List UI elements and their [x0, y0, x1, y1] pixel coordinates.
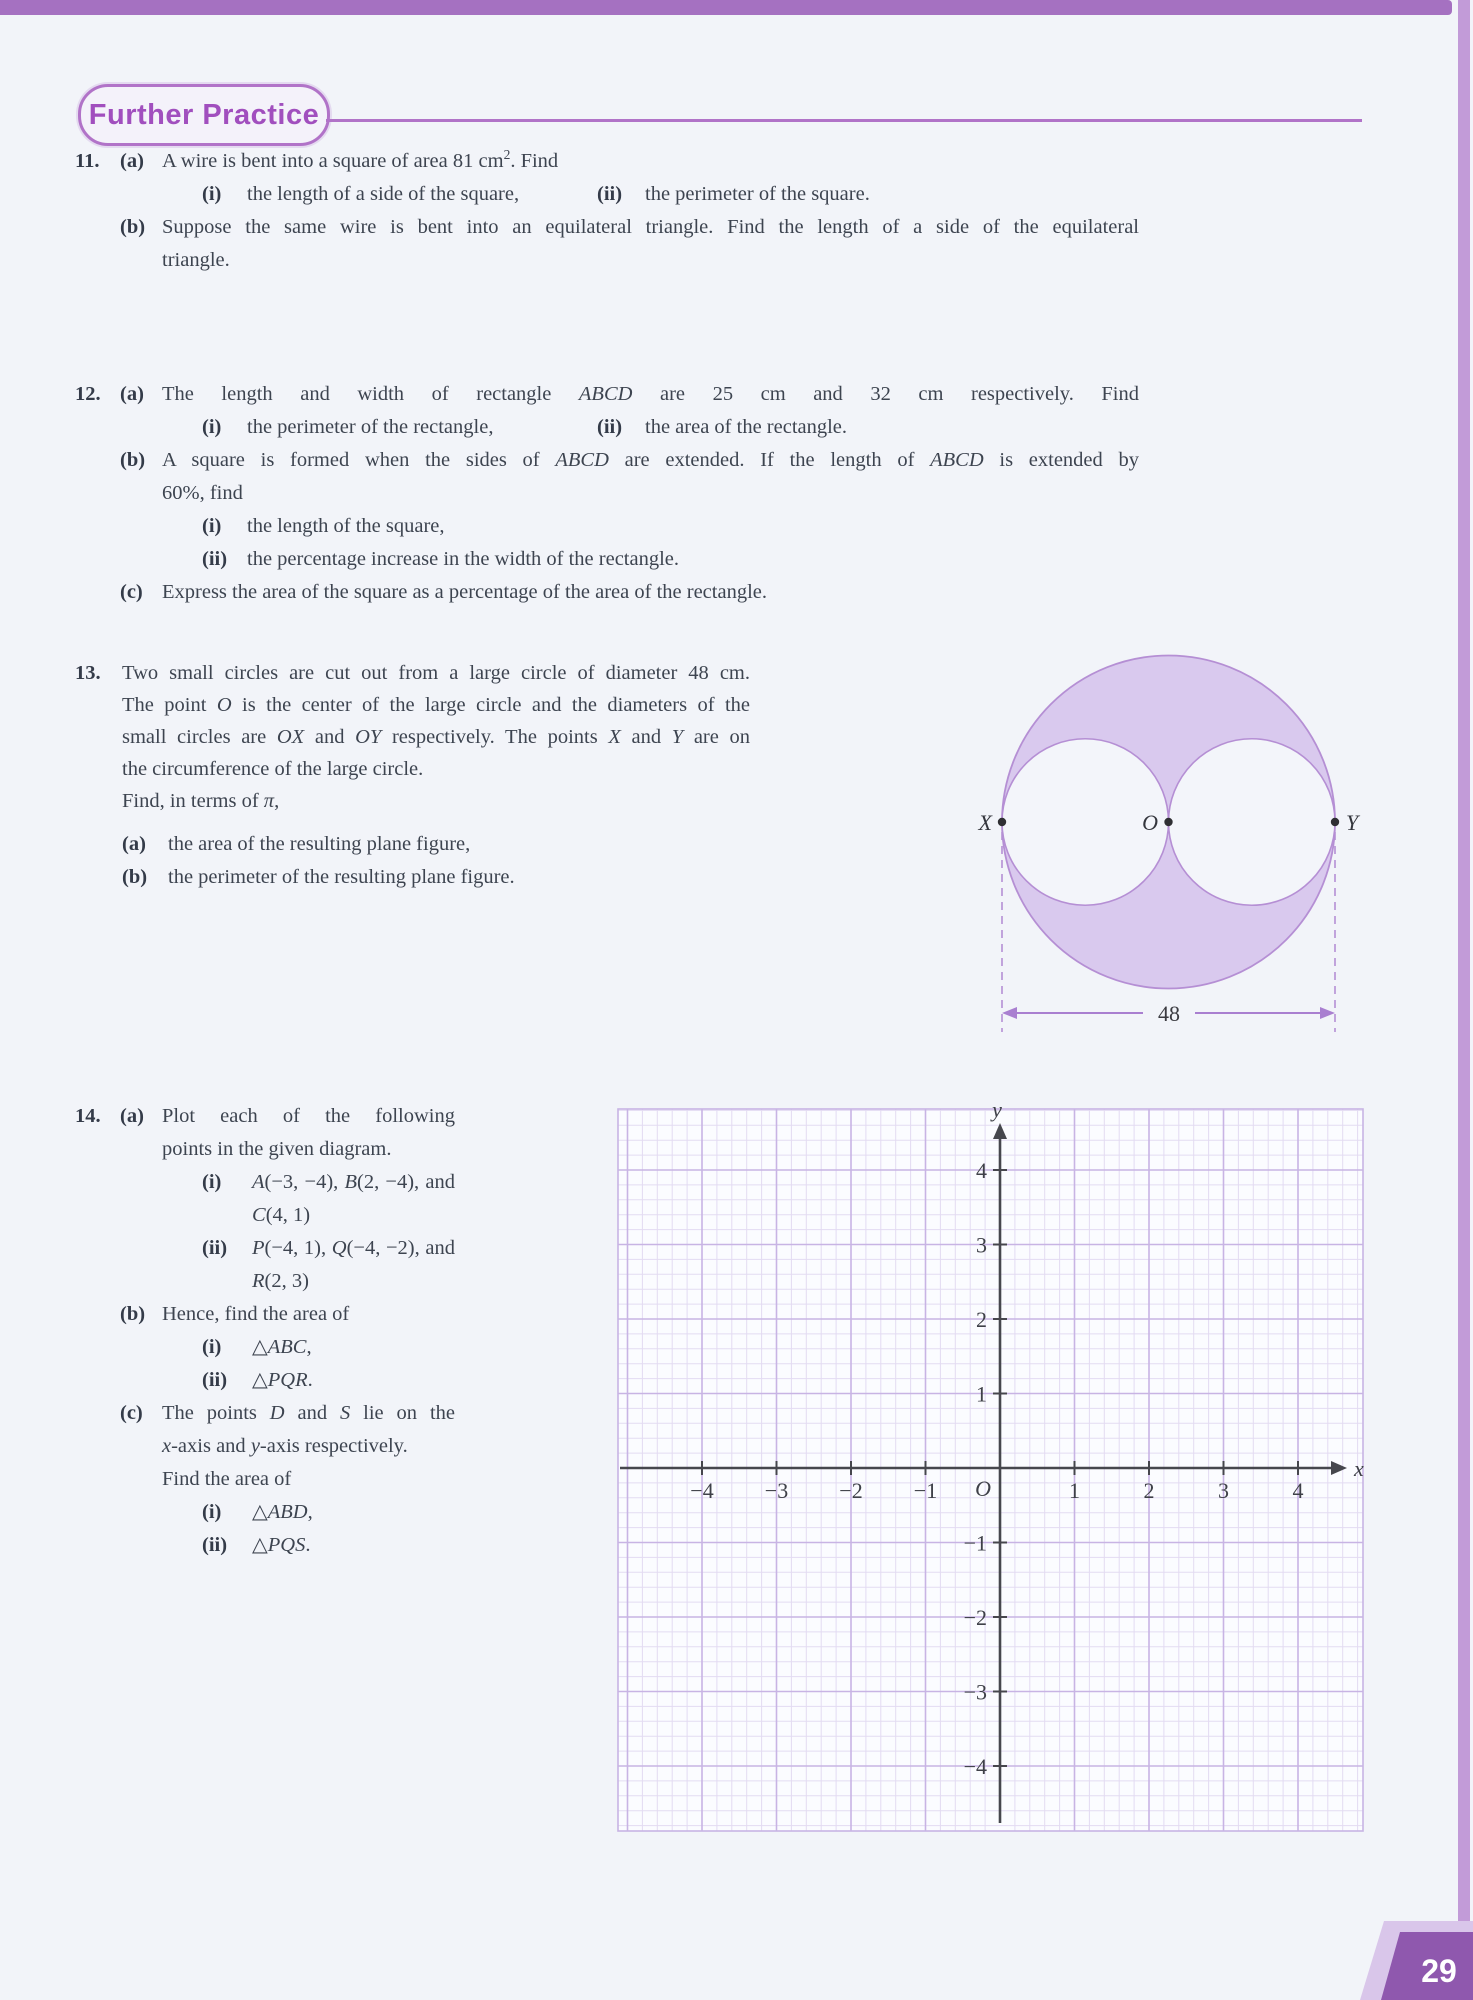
text-line: Two small circles are cut out from a large circle of diameter 48 cm. [122, 662, 750, 684]
text-line: (a) [120, 150, 144, 172]
text-line: A(−3, −4), B(2, −4), and [252, 1171, 455, 1193]
text-line: (ii) [202, 548, 228, 570]
x-tick-label: −2 [839, 1478, 863, 1503]
text-line: small circles are OX and OY respectively. The points X and Y are on [122, 726, 750, 748]
text-line: (a) [120, 1105, 144, 1127]
text-line: Find, in terms of π, [122, 790, 280, 812]
dimension-label: 48 [1158, 1001, 1180, 1026]
point-label-y: Y [1346, 810, 1359, 835]
point-label-x: X [978, 810, 992, 835]
y-tick-label: 3 [976, 1232, 987, 1258]
text-line: (b) [120, 1303, 146, 1325]
text-line: (i) [202, 416, 222, 438]
text-line: A wire is bent into a square of area 81 $cm^2$. Find [162, 147, 559, 172]
x-tick-label: 4 [1292, 1478, 1304, 1503]
x-axis-label: x [1354, 1456, 1364, 1481]
x-tick-label: −3 [764, 1478, 789, 1503]
text-line: The point O is the center of the large circle and the diameters of the [122, 694, 750, 716]
text-line: triangle. [162, 249, 230, 271]
text-line: 13. [75, 662, 101, 684]
text-line: (i) [202, 1171, 222, 1193]
text-line: the percentage increase in the width of the rectangle. [247, 548, 680, 570]
text-line: x-axis and y-axis respectively. [162, 1435, 408, 1457]
dimension-arrow-right-icon [1320, 1007, 1335, 1019]
y-tick-label: 2 [976, 1307, 987, 1332]
text-line: Suppose the same wire is bent into an equilateral triangle. Find the length of a side of the equilateral [162, 216, 1139, 238]
text-line: the perimeter of the rectangle, [247, 416, 494, 438]
text-line: the area of the rectangle. [645, 416, 848, 438]
grid-paper [618, 1109, 1363, 1831]
circle-figure [950, 630, 1400, 1040]
text-line: The length and width of rectangle ABCD are 25 cm and 32 cm respectively. Find [162, 383, 1139, 405]
text-line: (ii) [202, 1369, 228, 1391]
x-tick-label: 3 [1218, 1478, 1229, 1503]
text-line: (i) [202, 1336, 222, 1358]
point-dot-o [1164, 818, 1172, 826]
text-line: The points D and S lie on the [162, 1402, 455, 1424]
x-tick-label: 1 [1069, 1478, 1080, 1503]
text-line: C(4, 1) [252, 1204, 311, 1226]
text-line: 60%, find [162, 482, 243, 504]
text-line: △ABD, [252, 1501, 313, 1523]
text-line: 12. [75, 383, 101, 405]
text-line: (c) [120, 1402, 143, 1424]
text-line: the circumference of the large circle. [122, 758, 424, 780]
page-number-tab [1340, 1895, 1473, 2000]
text-line: 11. [75, 150, 100, 172]
y-tick-label: −4 [963, 1754, 987, 1779]
text-line: Find the area of [162, 1468, 292, 1490]
text-line: △PQS. [252, 1534, 311, 1556]
text-line: points in the given diagram. [162, 1138, 392, 1160]
text-line: Express the area of the square as a percentage of the area of the rectangle. [162, 581, 767, 603]
text-line: (a) [122, 833, 146, 855]
text-line: (i) [202, 515, 222, 537]
point-dot-y [1331, 818, 1339, 826]
y-tick-label: −1 [963, 1530, 987, 1556]
text-line: (ii) [597, 416, 623, 438]
text-line: (c) [120, 581, 143, 603]
x-tick-label: 2 [1143, 1478, 1155, 1503]
text-line: △ABC, [252, 1336, 312, 1358]
text-line: the perimeter of the square. [645, 183, 870, 205]
text-line: (b) [120, 449, 146, 471]
top-accent-bar [0, 0, 1452, 15]
y-tick-label: −2 [963, 1605, 987, 1630]
x-tick-label: −4 [690, 1478, 714, 1503]
y-tick-label: −3 [963, 1679, 987, 1705]
y-tick-label: 1 [976, 1381, 987, 1407]
text-line: (b) [120, 216, 146, 238]
y-axis-label: y [992, 1097, 1002, 1122]
further-practice-badge [78, 84, 330, 146]
dimension-arrow-left-icon [1002, 1007, 1017, 1019]
text-line: the area of the resulting plane figure, [168, 833, 471, 855]
section-rule-line [326, 119, 1362, 122]
page-number: 29 [1421, 1953, 1457, 1989]
small-circle-right [1169, 739, 1336, 906]
text-line: R(2, 3) [252, 1270, 309, 1292]
text-line: 14. [75, 1105, 101, 1127]
section-title: Further Practice [88, 98, 320, 131]
text-line: (a) [120, 383, 144, 405]
text-line: the length of a side of the square, [247, 183, 520, 205]
text-line: the perimeter of the resulting plane figure. [168, 866, 515, 888]
text-line: Hence, find the area of [162, 1303, 350, 1325]
y-tick-label: 4 [976, 1158, 987, 1183]
text-line: (ii) [202, 1534, 228, 1556]
coordinate-grid [590, 1095, 1380, 1840]
right-accent-strip [1458, 0, 1470, 2000]
x-tick-label: −1 [913, 1478, 938, 1503]
point-dot-x [998, 818, 1006, 826]
text-line: (i) [202, 183, 222, 205]
text-line: △PQR. [252, 1369, 313, 1391]
text-line: (b) [122, 866, 148, 888]
text-line: (ii) [202, 1237, 228, 1259]
origin-label: O [975, 1476, 991, 1501]
text-line: P(−4, 1), Q(−4, −2), and [252, 1237, 455, 1259]
text-line: (i) [202, 1501, 222, 1523]
text-line: Plot each of the following [162, 1105, 455, 1127]
point-label-o: O [1142, 810, 1158, 835]
text-line: A square is formed when the sides of ABCD are extended. If the length of ABCD is extended by [162, 449, 1140, 471]
text-line: the length of the square, [247, 515, 445, 537]
text-line: (ii) [597, 183, 623, 205]
